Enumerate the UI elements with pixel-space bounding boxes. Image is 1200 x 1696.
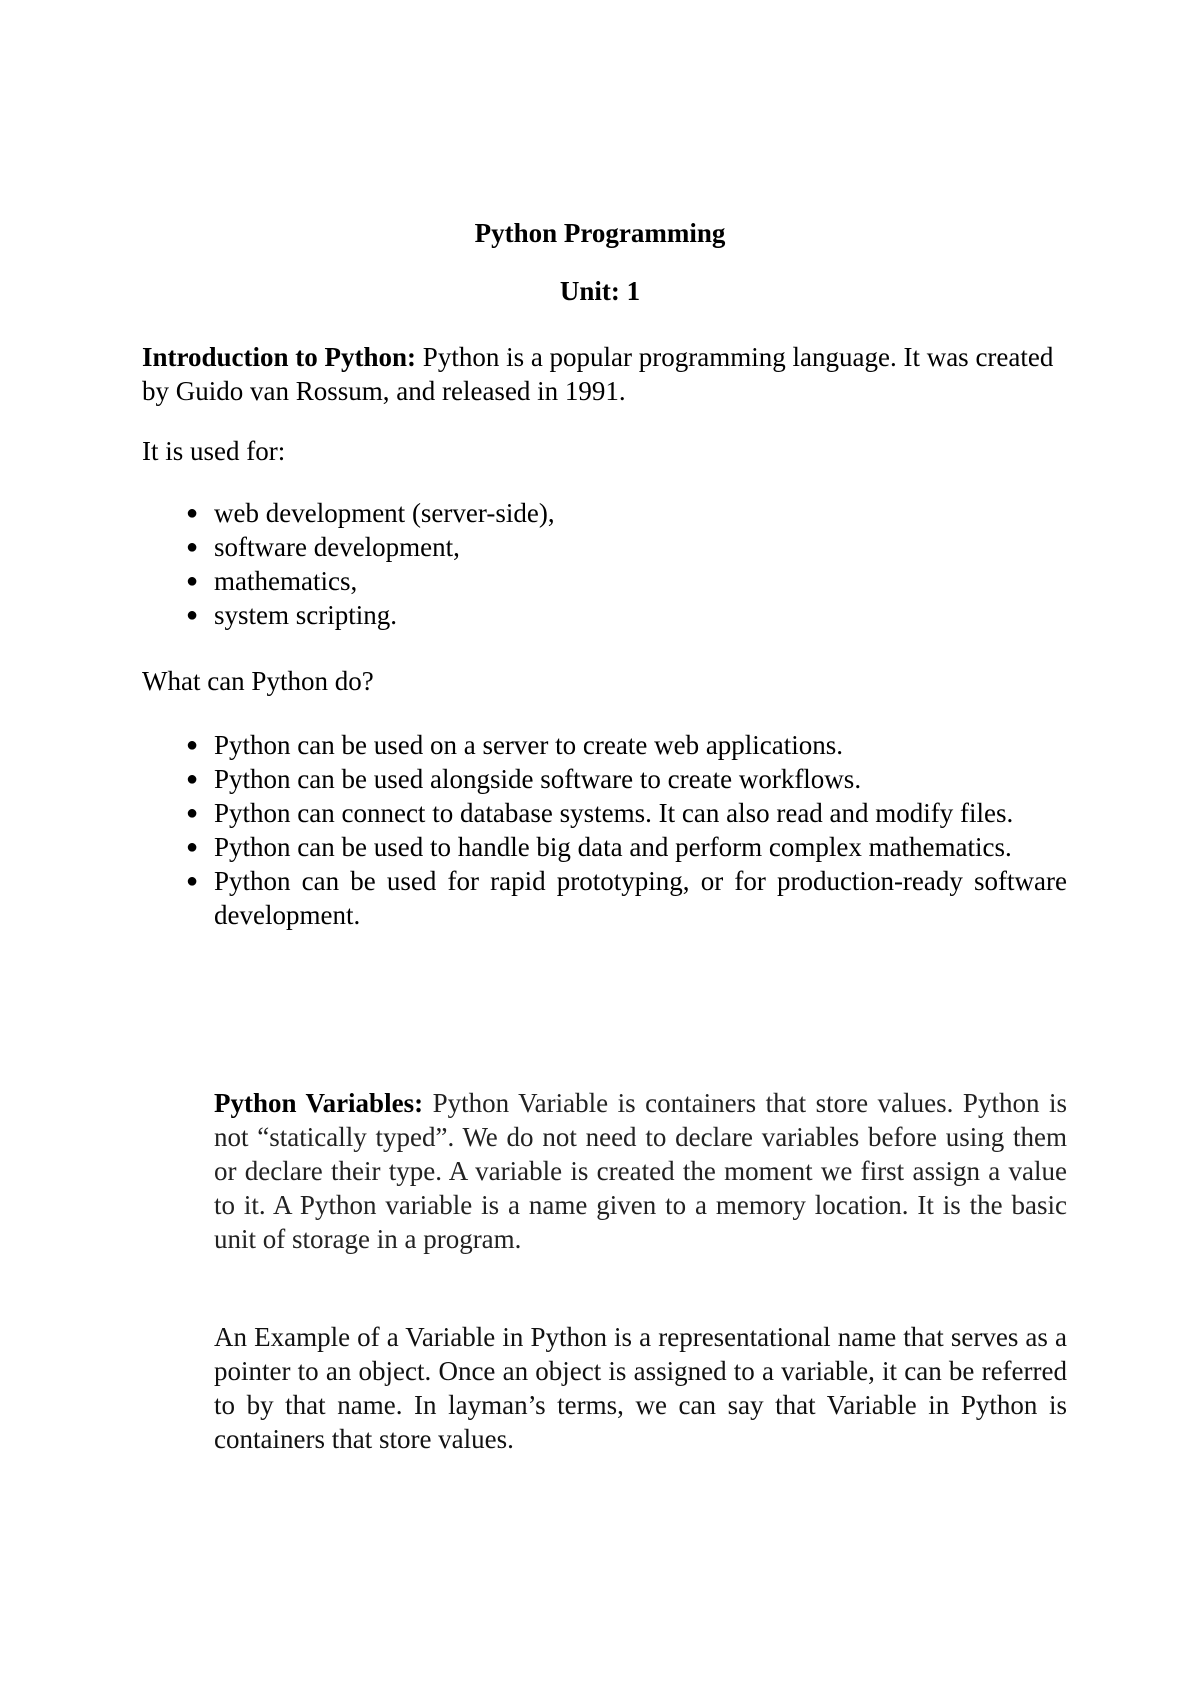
list-item-text: Python can be used to handle big data and perform complex mathematics. bbox=[214, 832, 1012, 862]
list-item-text: web development (server-side), bbox=[214, 498, 555, 528]
example-paragraph: An Example of a Variable in Python is a representational name that serves as a pointer to an object. Once an object is assigned to a variable, it can be referred to by that name. In layman’s terms, we can say that Variable in Python is containers that store values. bbox=[214, 1322, 1067, 1454]
list-item-text: Python can connect to database systems. It can also read and modify files. bbox=[214, 798, 1014, 828]
bullet-icon: ● bbox=[186, 734, 199, 756]
list-item-text: Python can be used alongside software to create workflows. bbox=[214, 764, 862, 794]
list-item-text: Python can be used for rapid prototyping, or for production-ready software development. bbox=[214, 866, 1067, 930]
bullet-icon: ● bbox=[186, 536, 199, 558]
list-item bbox=[142, 496, 1067, 530]
list-item-text: system scripting. bbox=[214, 600, 397, 630]
list-item-text: Python can be used on a server to create web applications. bbox=[214, 730, 844, 760]
what-can-python-do-heading: What can Python do? bbox=[142, 666, 374, 696]
list-item bbox=[142, 598, 1067, 632]
used-for-list bbox=[142, 496, 1067, 632]
list-item bbox=[142, 762, 1067, 796]
list-item bbox=[142, 728, 1067, 762]
intro-paragraph bbox=[142, 340, 1067, 408]
bullet-icon: ● bbox=[186, 570, 199, 592]
bullet-icon: ● bbox=[186, 604, 199, 626]
bullet-icon: ● bbox=[186, 836, 199, 858]
bullet-icon: ● bbox=[186, 502, 199, 524]
bullet-icon: ● bbox=[186, 870, 199, 892]
intro-lead: Introduction to Python: bbox=[142, 342, 417, 372]
list-item-text: software development, bbox=[214, 532, 460, 562]
list-item bbox=[142, 830, 1067, 864]
intro-text: Python is a popular programming language. It was created by Guido van Rossum, and released in 1991. bbox=[142, 342, 1054, 406]
list-item bbox=[142, 864, 1067, 932]
list-item bbox=[142, 796, 1067, 830]
list-item-text: mathematics, bbox=[214, 566, 358, 596]
list-item bbox=[142, 564, 1067, 598]
used-for-heading: It is used for: bbox=[142, 436, 286, 466]
unit-heading: Unit: 1 bbox=[559, 276, 641, 306]
what-can-python-do-list bbox=[142, 728, 1067, 932]
document-title: Python Programming bbox=[474, 218, 726, 248]
list-item bbox=[142, 530, 1067, 564]
variables-lead: Python Variables: bbox=[214, 1088, 424, 1118]
bullet-icon: ● bbox=[186, 802, 199, 824]
bullet-icon: ● bbox=[186, 768, 199, 790]
variables-paragraph bbox=[214, 1086, 1067, 1256]
variables-text: Python Variable is containers that store values. Python is not “statically typed”. We do not need to declare variables before using them or declare their type. A variable is created the moment we first assign a value to it. A Python variable is a name given to a memory location. It is the basic unit of storage in a program. bbox=[214, 1088, 1067, 1254]
